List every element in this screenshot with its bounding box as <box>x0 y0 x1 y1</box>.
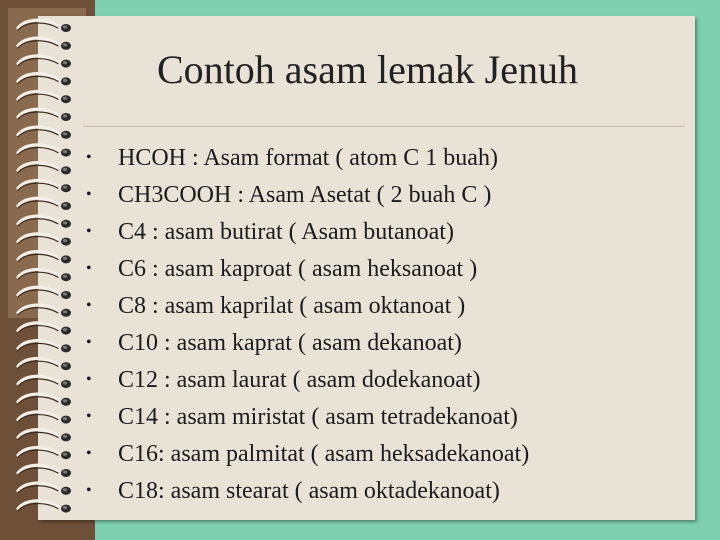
spiral-ring <box>18 216 71 228</box>
spiral-ring <box>18 305 71 317</box>
list-item <box>86 142 686 179</box>
bullet-icon: • <box>86 408 92 425</box>
spiral-ring <box>18 447 71 459</box>
spiral-ring <box>18 465 71 477</box>
bullet-icon: • <box>86 223 92 240</box>
bullet-icon: • <box>86 445 92 462</box>
spiral-ring <box>18 394 71 406</box>
list-item <box>86 401 686 438</box>
list-item <box>86 216 686 253</box>
spiral-ring <box>18 20 71 32</box>
spiral-ring <box>18 430 71 442</box>
list-item <box>86 364 686 401</box>
spiral-ring <box>18 198 71 210</box>
list-item-text: C4 : asam butirat ( Asam butanoat) <box>118 219 454 245</box>
list-item <box>86 475 686 512</box>
bullet-icon: • <box>86 482 92 499</box>
spiral-ring <box>18 38 71 50</box>
bullet-icon: • <box>86 260 92 277</box>
spiral-ring <box>18 376 71 388</box>
spiral-ring <box>18 287 71 299</box>
bullet-icon: • <box>86 334 92 351</box>
spiral-ring <box>18 180 71 192</box>
list-item <box>86 290 686 327</box>
list-item-text: C16: asam palmitat ( asam heksadekanoat) <box>118 441 530 467</box>
list-item-text: C8 : asam kaprilat ( asam oktanoat ) <box>118 293 466 319</box>
bullet-icon: • <box>86 186 92 203</box>
spiral-ring <box>18 91 71 103</box>
list-item-text: C18: asam stearat ( asam oktadekanoat) <box>118 478 500 504</box>
list-item-text: C14 : asam miristat ( asam tetradekanoat) <box>118 404 518 430</box>
spiral-binding-icon <box>6 18 86 518</box>
list-item-text: HCOH : Asam format ( atom C 1 buah) <box>118 145 498 171</box>
spiral-ring <box>18 127 71 139</box>
spiral-ring <box>18 252 71 264</box>
bullet-icon: • <box>86 297 92 314</box>
bullet-icon: • <box>86 371 92 388</box>
list-item-text: C6 : asam kaproat ( asam heksanoat ) <box>118 256 478 282</box>
list-item-text: C10 : asam kaprat ( asam dekanoat) <box>118 330 462 356</box>
spiral-ring <box>18 412 71 424</box>
list-item <box>86 253 686 290</box>
spiral-ring <box>18 145 71 157</box>
spiral-ring <box>18 234 71 246</box>
list-item <box>86 327 686 364</box>
list-item <box>86 438 686 475</box>
spiral-ring <box>18 269 71 281</box>
list-item-text: CH3COOH : Asam Asetat ( 2 buah C ) <box>118 182 492 208</box>
bullet-icon: • <box>86 149 92 166</box>
spiral-ring <box>18 341 71 353</box>
list-item <box>86 179 686 216</box>
spiral-ring <box>18 163 71 175</box>
title-divider <box>83 126 685 127</box>
fatty-acid-list <box>86 142 686 512</box>
slide-title: Contoh asam lemak Jenuh <box>156 47 579 92</box>
spiral-ring <box>18 501 71 513</box>
spiral-ring <box>18 358 71 370</box>
spiral-ring <box>18 483 71 495</box>
list-item-text: C12 : asam laurat ( asam dodekanoat) <box>118 367 481 393</box>
spiral-ring <box>18 109 71 121</box>
spiral-ring <box>18 323 71 335</box>
